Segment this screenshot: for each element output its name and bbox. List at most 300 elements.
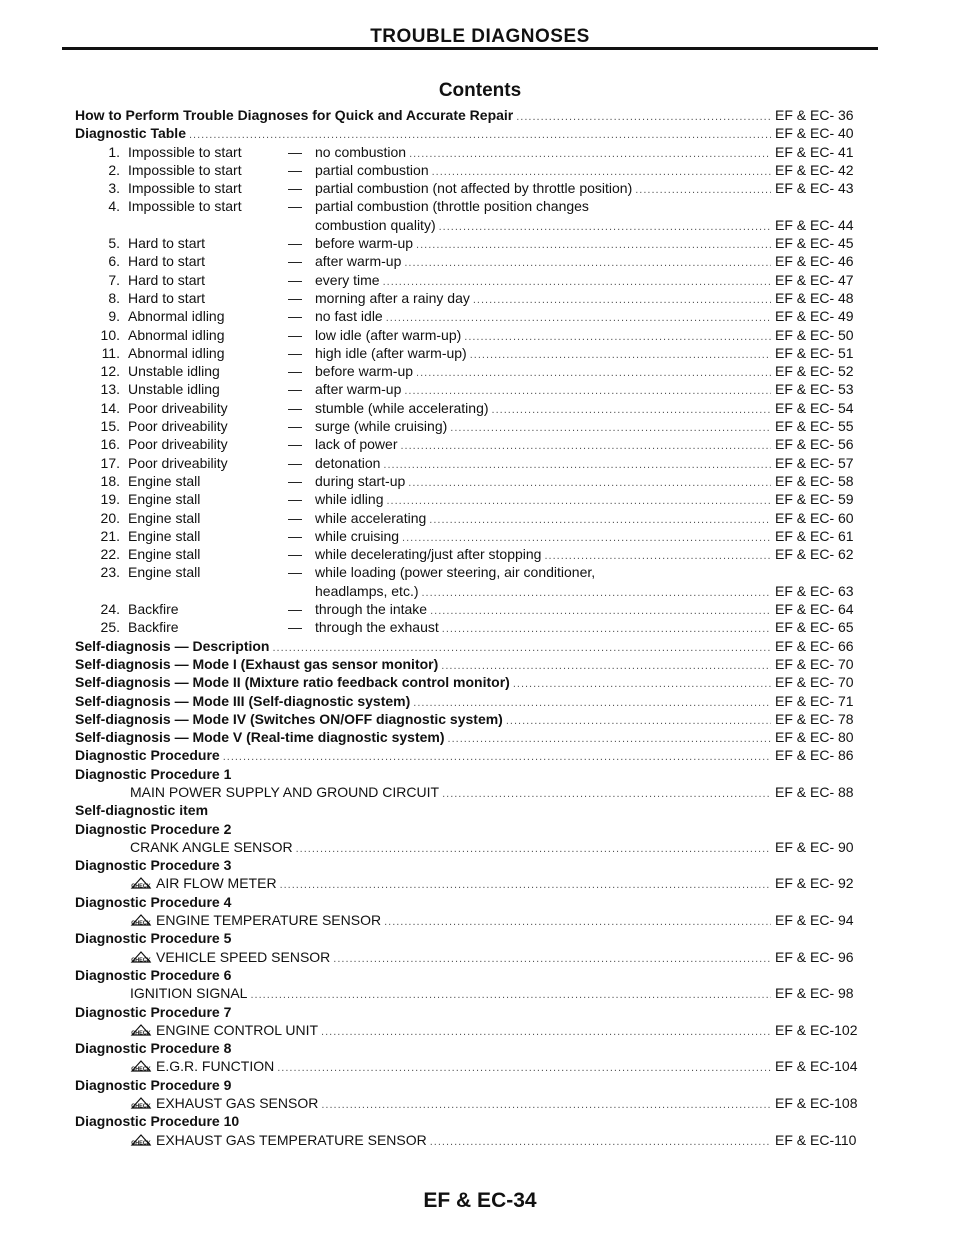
symptom-category: Impossible to start bbox=[128, 198, 242, 215]
symptom-description: partial combustion bbox=[315, 161, 429, 178]
toc-page-ref: EF & EC- 54 bbox=[775, 399, 854, 416]
procedure-heading-row bbox=[75, 929, 875, 947]
svg-text:CHECK: CHECK bbox=[131, 883, 151, 890]
check-icon bbox=[130, 876, 152, 890]
toc-entry-self-diagnosis bbox=[75, 692, 875, 710]
dot-leader bbox=[427, 1133, 771, 1151]
toc-page-ref: EF & EC- 43 bbox=[775, 180, 854, 197]
symptom-description-line bbox=[315, 545, 875, 565]
symptom-number: 5. bbox=[108, 235, 120, 252]
procedure-item-label bbox=[130, 984, 247, 1002]
symptom-description: while idling bbox=[315, 491, 384, 508]
symptom-description-continued: combustion quality) bbox=[315, 216, 436, 233]
procedure-item-text: EXHAUST GAS TEMPERATURE SENSOR bbox=[156, 1131, 427, 1148]
toc-page-ref: EF & EC- 70 bbox=[775, 674, 854, 691]
symptom-row bbox=[75, 417, 875, 435]
em-dash: — bbox=[288, 509, 302, 526]
symptom-number: 20. bbox=[100, 509, 120, 526]
symptom-description: while accelerating bbox=[315, 509, 427, 526]
procedure-item-text: CRANK ANGLE SENSOR bbox=[130, 838, 293, 855]
symptom-description-line bbox=[315, 289, 875, 309]
symptom-description-line bbox=[315, 197, 875, 215]
procedure-item-text: MAIN POWER SUPPLY AND GROUND CIRCUIT bbox=[130, 783, 440, 800]
procedure-item-row bbox=[75, 1021, 875, 1039]
procedure-item-label bbox=[130, 783, 439, 801]
procedure-item-text: EXHAUST GAS SENSOR bbox=[156, 1095, 319, 1112]
procedure-heading-row bbox=[75, 893, 875, 911]
symptom-description-line bbox=[315, 216, 875, 236]
symptom-description-line bbox=[315, 161, 875, 181]
procedure-item-text: IGNITION SIGNAL bbox=[130, 985, 248, 1002]
em-dash: — bbox=[288, 253, 302, 270]
symptom-description-line bbox=[315, 600, 875, 620]
table-of-contents bbox=[75, 106, 875, 1149]
toc-entry-label: Self-diagnosis — Mode V (Real-time diagnostic system) bbox=[75, 729, 445, 746]
symptom-description-line bbox=[315, 326, 875, 346]
procedure-item-row bbox=[75, 948, 875, 966]
symptom-row bbox=[75, 362, 875, 380]
symptom-row bbox=[75, 197, 875, 215]
toc-page-ref: EF & EC- 71 bbox=[775, 692, 854, 709]
symptom-description: high idle (after warm-up) bbox=[315, 344, 467, 361]
procedure-item-text: VEHICLE SPEED SENSOR bbox=[156, 948, 331, 965]
em-dash: — bbox=[288, 454, 302, 471]
toc-entry-label: Self-diagnosis — Description bbox=[75, 637, 270, 654]
symptom-row bbox=[75, 326, 875, 344]
toc-page-ref: EF & EC- 44 bbox=[775, 216, 854, 233]
symptom-number: 13. bbox=[100, 381, 120, 398]
procedure-heading: Diagnostic Procedure 4 bbox=[75, 893, 232, 910]
procedure-item-line bbox=[130, 1131, 875, 1151]
symptom-description-line bbox=[315, 472, 875, 492]
page-number: EF & EC-34 bbox=[423, 1189, 537, 1212]
symptom-category: Impossible to start bbox=[128, 143, 242, 160]
check-icon bbox=[130, 950, 152, 964]
em-dash: — bbox=[288, 271, 302, 288]
procedure-heading: Diagnostic Procedure 10 bbox=[75, 1113, 240, 1130]
toc-entry-how-to bbox=[75, 106, 875, 124]
symptom-number: 22. bbox=[100, 546, 120, 563]
symptom-description: through the intake bbox=[315, 601, 428, 618]
toc-page-ref: EF & EC-104 bbox=[775, 1058, 858, 1075]
symptom-number: 3. bbox=[108, 180, 120, 197]
symptom-number: 7. bbox=[108, 271, 120, 288]
symptom-description-line bbox=[315, 179, 875, 199]
toc-entry-line bbox=[75, 673, 875, 693]
procedure-item-line bbox=[130, 874, 875, 894]
symptom-number: 9. bbox=[108, 308, 120, 325]
symptom-description: before warm-up bbox=[315, 235, 414, 252]
symptom-category: Hard to start bbox=[128, 289, 206, 306]
symptom-description: while cruising bbox=[315, 527, 400, 544]
toc-page-ref: EF & EC- 58 bbox=[775, 472, 854, 489]
toc-entry-self-diagnosis bbox=[75, 673, 875, 691]
toc-page-ref: EF & EC- 60 bbox=[775, 509, 854, 526]
symptom-description: detonation bbox=[315, 454, 381, 471]
symptom-category: Impossible to start bbox=[128, 161, 242, 178]
symptom-number: 19. bbox=[100, 491, 120, 508]
toc-page-ref: EF & EC- 94 bbox=[775, 912, 854, 929]
toc-page-ref: EF & EC- 55 bbox=[775, 418, 854, 435]
procedure-item-line bbox=[130, 948, 875, 968]
em-dash: — bbox=[288, 143, 302, 160]
procedure-heading-row bbox=[75, 1003, 875, 1021]
procedure-heading-row bbox=[75, 1076, 875, 1094]
symptom-description-line bbox=[315, 527, 875, 547]
em-dash: — bbox=[288, 161, 302, 178]
symptom-category: Engine stall bbox=[128, 509, 201, 526]
em-dash: — bbox=[288, 601, 302, 618]
toc-entry-line bbox=[75, 637, 875, 657]
toc-page-ref: EF & EC- 80 bbox=[775, 729, 854, 746]
symptom-description-line bbox=[315, 399, 875, 419]
em-dash: — bbox=[288, 326, 302, 343]
symptom-number: 14. bbox=[100, 399, 120, 416]
procedure-item-label bbox=[130, 948, 330, 966]
em-dash: — bbox=[288, 363, 302, 380]
toc-page-ref: EF & EC-102 bbox=[775, 1021, 858, 1038]
em-dash: — bbox=[288, 546, 302, 563]
procedure-heading-row bbox=[75, 1112, 875, 1130]
check-icon bbox=[130, 913, 152, 927]
symptom-category: Poor driveability bbox=[128, 436, 228, 453]
em-dash: — bbox=[288, 235, 302, 252]
toc-page-ref: EF & EC- 42 bbox=[775, 161, 854, 178]
symptom-number: 18. bbox=[100, 472, 120, 489]
symptom-number: 16. bbox=[100, 436, 120, 453]
symptom-category: Abnormal idling bbox=[128, 308, 225, 325]
symptom-category: Engine stall bbox=[128, 472, 201, 489]
procedure-heading: Diagnostic Procedure 8 bbox=[75, 1040, 232, 1057]
em-dash: — bbox=[288, 418, 302, 435]
symptom-number: 10. bbox=[100, 326, 120, 343]
procedure-item-label bbox=[130, 1131, 427, 1149]
symptom-row-continued bbox=[75, 216, 875, 234]
symptom-category: Backfire bbox=[128, 619, 179, 636]
symptom-description-line bbox=[315, 454, 875, 474]
symptom-description-line bbox=[315, 344, 875, 364]
check-icon bbox=[130, 1133, 152, 1147]
procedure-item-text: ENGINE TEMPERATURE SENSOR bbox=[156, 912, 382, 929]
symptom-description: partial combustion (throttle position changes bbox=[315, 198, 589, 215]
procedure-item-row bbox=[75, 1057, 875, 1075]
toc-entry-self-diagnosis bbox=[75, 746, 875, 764]
toc-entry-self-diagnosis bbox=[75, 710, 875, 728]
procedure-heading: Diagnostic Procedure 7 bbox=[75, 1003, 232, 1020]
symptom-description: stumble (while accelerating) bbox=[315, 399, 489, 416]
toc-page-ref: EF & EC- 51 bbox=[775, 344, 854, 361]
symptom-row bbox=[75, 454, 875, 472]
em-dash: — bbox=[288, 527, 302, 544]
symptom-category: Poor driveability bbox=[128, 418, 228, 435]
symptom-row bbox=[75, 143, 875, 161]
procedure-item-line bbox=[130, 1094, 875, 1114]
toc-entry-label: Self-diagnosis — Mode I (Exhaust gas sensor monitor) bbox=[75, 655, 439, 672]
symptom-description: while decelerating/just after stopping bbox=[315, 546, 542, 563]
procedure-item-label bbox=[130, 1057, 274, 1075]
procedure-item-line bbox=[130, 1057, 875, 1077]
symptom-description-line bbox=[315, 417, 875, 437]
symptom-row bbox=[75, 527, 875, 545]
procedure-heading: Diagnostic Procedure 9 bbox=[75, 1076, 232, 1093]
toc-page-ref: EF & EC- 56 bbox=[775, 436, 854, 453]
toc-entry-self-diagnosis bbox=[75, 637, 875, 655]
em-dash: — bbox=[288, 399, 302, 416]
symptom-description: after warm-up bbox=[315, 253, 402, 270]
procedure-item-label bbox=[130, 874, 277, 892]
svg-text:CHECK: CHECK bbox=[131, 1066, 151, 1073]
procedure-heading: Diagnostic Procedure 6 bbox=[75, 966, 232, 983]
symptom-category: Hard to start bbox=[128, 235, 206, 252]
symptom-number: 11. bbox=[101, 344, 120, 361]
toc-page-ref: EF & EC- 49 bbox=[775, 308, 854, 325]
procedure-item-text: AIR FLOW METER bbox=[156, 875, 277, 892]
symptom-number: 8. bbox=[108, 289, 120, 306]
symptom-description-line bbox=[315, 143, 875, 163]
symptom-description-line bbox=[315, 509, 875, 529]
title-rule bbox=[62, 47, 878, 50]
toc-page-ref: EF & EC- 59 bbox=[775, 491, 854, 508]
procedure-item-row bbox=[75, 1131, 875, 1149]
symptom-row bbox=[75, 161, 875, 179]
toc-page-ref: EF & EC-108 bbox=[775, 1095, 858, 1112]
procedure-item-row bbox=[75, 838, 875, 856]
toc-entry-line bbox=[75, 692, 875, 712]
svg-text:CHECK: CHECK bbox=[131, 1030, 151, 1037]
symptom-number: 24. bbox=[100, 601, 120, 618]
procedure-item-row bbox=[75, 1094, 875, 1112]
symptom-description-line bbox=[315, 234, 875, 254]
toc-page-ref: EF & EC- 36 bbox=[775, 107, 854, 123]
symptom-row bbox=[75, 472, 875, 490]
symptom-description-continued: headlamps, etc.) bbox=[315, 582, 419, 599]
symptom-description: low idle (after warm-up) bbox=[315, 326, 462, 343]
symptom-category: Engine stall bbox=[128, 546, 201, 563]
symptom-number: 6. bbox=[108, 253, 120, 270]
toc-entry-label: Diagnostic Procedure bbox=[75, 747, 220, 764]
procedure-item-row bbox=[75, 911, 875, 929]
em-dash: — bbox=[288, 564, 302, 581]
symptom-number: 21. bbox=[100, 527, 120, 544]
symptom-row bbox=[75, 435, 875, 453]
symptom-category: Hard to start bbox=[128, 253, 206, 270]
symptom-row bbox=[75, 344, 875, 362]
check-icon bbox=[130, 1096, 152, 1110]
toc-page-ref: EF & EC- 52 bbox=[775, 363, 854, 380]
symptom-description-line bbox=[315, 380, 875, 400]
toc-page-ref: EF & EC- 88 bbox=[775, 783, 854, 800]
symptom-description-line bbox=[315, 563, 875, 581]
toc-page-ref: EF & EC- 70 bbox=[775, 655, 854, 672]
svg-text:CHECK: CHECK bbox=[131, 920, 151, 927]
em-dash: — bbox=[288, 491, 302, 508]
toc-entry-line bbox=[75, 710, 875, 730]
symptom-category: Hard to start bbox=[128, 271, 206, 288]
symptom-row bbox=[75, 545, 875, 563]
check-icon bbox=[130, 1023, 152, 1037]
procedure-heading-row bbox=[75, 966, 875, 984]
procedure-item-line bbox=[130, 984, 875, 1004]
toc-page-ref: EF & EC- 90 bbox=[775, 838, 854, 855]
procedure-item-label bbox=[130, 911, 381, 929]
procedure-item-row bbox=[75, 874, 875, 892]
symptom-description: after warm-up bbox=[315, 381, 402, 398]
symptom-description: through the exhaust bbox=[315, 619, 439, 636]
em-dash: — bbox=[288, 472, 302, 489]
toc-page-ref: EF & EC- 66 bbox=[775, 637, 854, 654]
toc-page-ref: EF & EC- 57 bbox=[775, 454, 854, 471]
symptom-row bbox=[75, 179, 875, 197]
toc-entry-line bbox=[75, 746, 875, 766]
svg-text:CHECK: CHECK bbox=[131, 1140, 151, 1147]
toc-entry-self-diagnosis bbox=[75, 728, 875, 746]
procedure-item-line bbox=[130, 783, 875, 803]
toc-page-ref: EF & EC- 45 bbox=[775, 235, 854, 252]
toc-entry-diagnostic-table bbox=[75, 124, 875, 142]
symptom-category: Unstable idling bbox=[128, 381, 220, 398]
symptom-row bbox=[75, 271, 875, 289]
toc-page-ref: EF & EC-110 bbox=[775, 1131, 857, 1148]
toc-page-ref: EF & EC- 47 bbox=[775, 271, 854, 288]
procedure-item-row bbox=[75, 783, 875, 801]
toc-page-ref: EF & EC- 86 bbox=[775, 747, 854, 764]
symptom-category: Engine stall bbox=[128, 564, 201, 581]
symptom-row bbox=[75, 509, 875, 527]
procedure-heading-row bbox=[75, 1039, 875, 1057]
em-dash: — bbox=[288, 308, 302, 325]
symptom-row bbox=[75, 289, 875, 307]
procedure-item-text: E.G.R. FUNCTION bbox=[156, 1058, 275, 1075]
symptom-row bbox=[75, 380, 875, 398]
procedure-item-line bbox=[130, 1021, 875, 1041]
toc-page-ref: EF & EC- 62 bbox=[775, 546, 854, 563]
toc-entry-self-diagnosis bbox=[75, 655, 875, 673]
symptom-description: every time bbox=[315, 271, 380, 288]
symptom-description: no fast idle bbox=[315, 308, 383, 325]
symptom-category: Engine stall bbox=[128, 491, 201, 508]
symptom-category: Abnormal idling bbox=[128, 344, 225, 361]
toc-page-ref: EF & EC- 40 bbox=[775, 125, 854, 142]
symptom-description: surge (while cruising) bbox=[315, 418, 448, 435]
em-dash: — bbox=[288, 344, 302, 361]
toc-page-ref: EF & EC- 98 bbox=[775, 985, 854, 1002]
symptom-number: 12. bbox=[100, 363, 120, 380]
symptom-description-line bbox=[315, 252, 875, 272]
em-dash: — bbox=[288, 198, 302, 215]
toc-entry-line bbox=[75, 728, 875, 748]
symptom-category: Engine stall bbox=[128, 527, 201, 544]
symptom-category: Poor driveability bbox=[128, 399, 228, 416]
procedure-heading: Diagnostic Procedure 1 bbox=[75, 765, 232, 782]
symptom-number: 1. bbox=[108, 143, 120, 160]
symptom-description-line bbox=[315, 362, 875, 382]
symptom-description-line bbox=[315, 435, 875, 455]
toc-page-ref: EF & EC- 50 bbox=[775, 326, 854, 343]
symptom-description: no combustion bbox=[315, 143, 407, 160]
toc-entry-label: Diagnostic Table bbox=[75, 125, 186, 142]
toc-subheading-self-diagnostic-item bbox=[75, 801, 875, 819]
em-dash: — bbox=[288, 619, 302, 636]
toc-page-ref: EF & EC- 78 bbox=[775, 710, 854, 727]
symptom-row bbox=[75, 490, 875, 508]
symptom-number: 23. bbox=[100, 564, 120, 581]
toc-page-ref: EF & EC- 96 bbox=[775, 948, 854, 965]
toc-entry-label: Self-diagnosis — Mode IV (Switches ON/OFF diagnostic system) bbox=[75, 710, 503, 727]
symptom-description: lack of power bbox=[315, 436, 398, 453]
svg-text:CHECK: CHECK bbox=[131, 957, 151, 964]
symptom-number: 17. bbox=[100, 454, 120, 471]
procedure-item-line bbox=[130, 911, 875, 931]
symptom-description: morning after a rainy day bbox=[315, 289, 470, 306]
em-dash: — bbox=[288, 180, 302, 197]
procedure-item-label bbox=[130, 1021, 318, 1039]
em-dash: — bbox=[288, 436, 302, 453]
procedure-heading-row bbox=[75, 765, 875, 783]
symptom-row bbox=[75, 252, 875, 270]
procedure-heading-row bbox=[75, 820, 875, 838]
procedure-heading: Diagnostic Procedure 5 bbox=[75, 930, 232, 947]
toc-page-ref: EF & EC- 63 bbox=[775, 582, 854, 599]
symptom-row bbox=[75, 618, 875, 636]
symptom-row bbox=[75, 563, 875, 581]
toc-page-ref: EF & EC- 53 bbox=[775, 381, 854, 398]
symptom-description: partial combustion (not affected by throttle position) bbox=[315, 180, 633, 197]
procedure-heading: Diagnostic Procedure 3 bbox=[75, 857, 232, 874]
procedure-item-line bbox=[130, 838, 875, 858]
procedure-item-text: ENGINE CONTROL UNIT bbox=[156, 1021, 319, 1038]
symptom-row bbox=[75, 234, 875, 252]
svg-text:CHECK: CHECK bbox=[131, 1103, 151, 1110]
toc-subheading: Self-diagnostic item bbox=[75, 802, 209, 819]
symptom-description: before warm-up bbox=[315, 363, 414, 380]
toc-page-ref: EF & EC- 61 bbox=[775, 527, 854, 544]
symptom-category: Abnormal idling bbox=[128, 326, 225, 343]
symptom-number: 15. bbox=[100, 418, 120, 435]
procedure-item-row bbox=[75, 984, 875, 1002]
symptom-category: Impossible to start bbox=[128, 180, 242, 197]
em-dash: — bbox=[288, 289, 302, 306]
toc-entry-line bbox=[75, 655, 875, 675]
symptom-category: Unstable idling bbox=[128, 363, 220, 380]
symptom-number: 2. bbox=[108, 161, 120, 178]
symptom-number: 4. bbox=[108, 198, 120, 215]
procedure-heading: Diagnostic Procedure 2 bbox=[75, 820, 232, 837]
toc-page-ref: EF & EC- 64 bbox=[775, 601, 854, 618]
symptom-row bbox=[75, 307, 875, 325]
toc-page-ref: EF & EC- 41 bbox=[775, 143, 854, 160]
symptom-description-line bbox=[315, 490, 875, 510]
symptom-description-line bbox=[315, 618, 875, 638]
symptom-row-continued bbox=[75, 582, 875, 600]
check-icon bbox=[130, 1059, 152, 1073]
page-title: TROUBLE DIAGNOSES bbox=[370, 26, 590, 47]
toc-page-ref: EF & EC- 92 bbox=[775, 875, 854, 892]
symptom-description-line bbox=[315, 582, 875, 602]
procedure-item-label bbox=[130, 838, 293, 856]
toc-entry-label: Self-diagnosis — Mode III (Self-diagnostic system) bbox=[75, 692, 411, 709]
symptom-row bbox=[75, 399, 875, 417]
em-dash: — bbox=[288, 381, 302, 398]
toc-entry-label: How to Perform Trouble Diagnoses for Quick and Accurate Repair bbox=[75, 107, 514, 123]
toc-page-ref: EF & EC- 46 bbox=[775, 253, 854, 270]
symptom-description: during start-up bbox=[315, 472, 406, 489]
toc-page-ref: EF & EC- 48 bbox=[775, 289, 854, 306]
symptom-description-line bbox=[315, 271, 875, 291]
symptom-description-line bbox=[315, 307, 875, 327]
symptom-category: Backfire bbox=[128, 601, 179, 618]
symptom-description: while loading (power steering, air conditioner, bbox=[315, 564, 596, 581]
symptom-category: Poor driveability bbox=[128, 454, 228, 471]
